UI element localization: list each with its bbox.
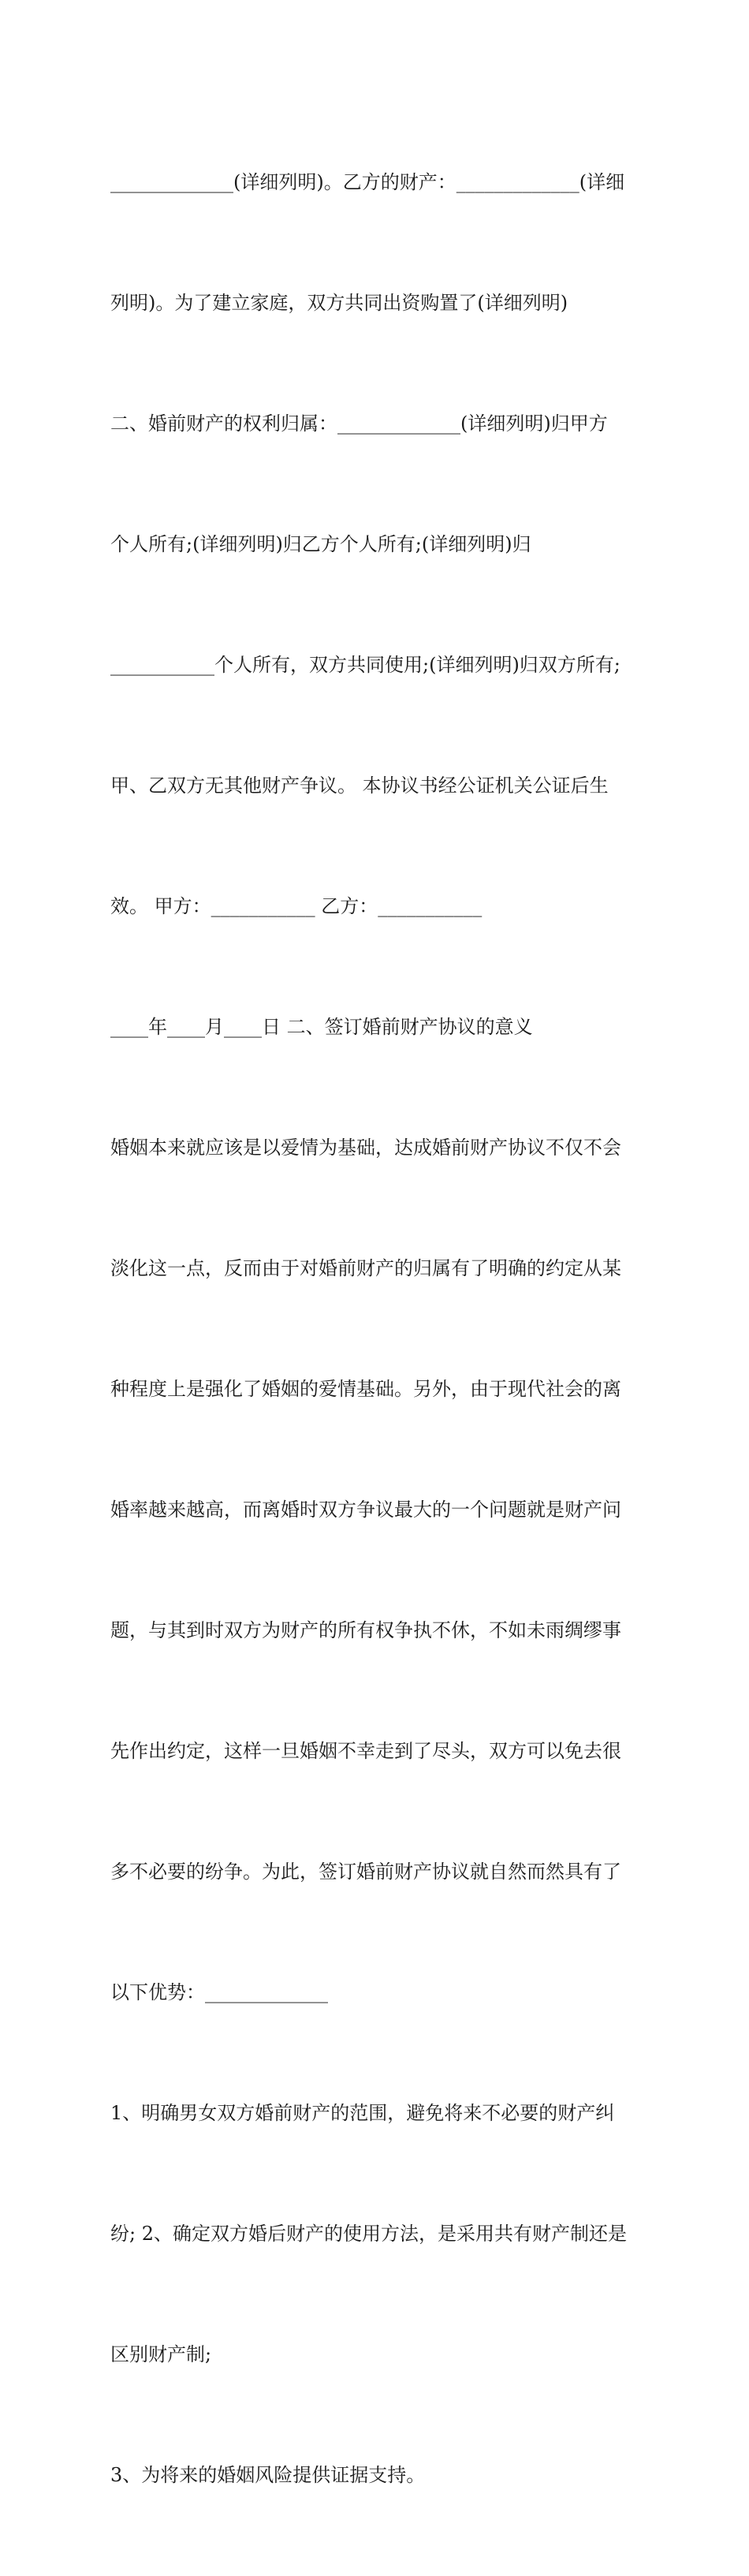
text-line: 婚姻本来就应该是以爱情为基础，达成婚前财产协议不仅不会	[110, 1137, 621, 1159]
text-line: 3、为将来的婚姻风险提供证据支持。	[110, 2464, 426, 2486]
text-line: 效。 甲方：___________ 乙方：___________	[110, 895, 483, 917]
text-line: 先作出约定，这样一旦婚姻不幸走到了尽头，双方可以免去很	[110, 1740, 621, 1762]
text-line: 甲、乙双方无其他财产争议。 本协议书经公证机关公证后生	[110, 775, 609, 797]
text-line: 列明)。为了建立家庭，双方共同出资购置了(详细列明)	[110, 292, 568, 314]
document-body	[110, 82, 647, 2576]
text-line: 纷; 2、确定双方婚后财产的使用方法，是采用共有财产制还是	[110, 2223, 627, 2245]
text-line: 多不必要的纷争。为此，签订婚前财产协议就自然而然具有了	[110, 1861, 621, 1883]
text-line: 区别财产制;	[110, 2343, 212, 2365]
text-line: 婚率越来越高，而离婚时双方争议最大的一个问题就是财产问	[110, 1499, 621, 1521]
text-line: 1、明确男女双方婚前财产的范围，避免将来不必要的财产纠	[110, 2102, 615, 2124]
text-line: 二、婚前财产的权利归属：_____________(详细列明)归甲方	[110, 413, 608, 435]
text-line: 题，与其到时双方为财产的所有权争执不休，不如未雨绸缪事	[110, 1619, 621, 1641]
text-line: 种程度上是强化了婚姻的爱情基础。另外，由于现代社会的离	[110, 1378, 621, 1400]
text-line: ____年____月____日 二、签订婚前财产协议的意义	[110, 1016, 533, 1038]
text-line: 淡化这一点，反而由于对婚前财产的归属有了明确的约定从某	[110, 1257, 621, 1279]
text-line: ___________个人所有，双方共同使用;(详细列明)归双方所有;	[110, 654, 620, 676]
text-line: _____________(详细列明)。乙方的财产：_____________(详细	[110, 171, 625, 193]
text-line: 个人所有;(详细列明)归乙方个人所有;(详细列明)归	[110, 533, 531, 555]
text-line: 以下优势：_____________	[110, 1981, 328, 2003]
